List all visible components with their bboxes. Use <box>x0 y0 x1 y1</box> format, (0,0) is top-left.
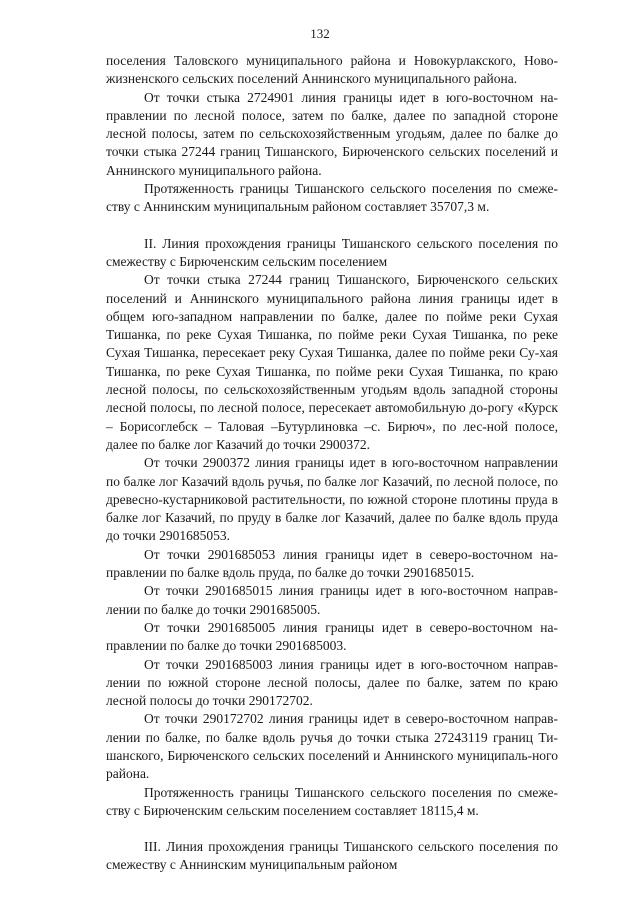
paragraph: Протяженность границы Тишанского сельского поселения по смеже-ству с Бирюченским сельским поселением составляет 18115,4 м. <box>106 784 558 818</box>
paragraph: От точки 2901685015 линия границы идет в юго-восточном направ-лении по балке до точки 2901685005. <box>106 583 558 617</box>
paragraph: От точки стыка 2724901 линия границы идет в юго-восточном на-правлении по лесной полосе, затем по балке, далее по западной стороне лесной полосы, затем по сельскохозяйственным угодьям, далее по балке до точки стыка 27244 границ Тишанского, Бирюченского сельских поселений и Аннинского муниципального района. <box>106 89 558 178</box>
section-heading: II. Линия прохождения границы Тишанского сельского поселения по смежеству с Бирюченским сельским поселением <box>106 235 558 269</box>
document-body <box>106 52 558 875</box>
paragraph: поселения Таловского муниципального района и Новокурлакского, Ново-жизненского сельских поселений Аннинского муниципального района. <box>106 53 558 87</box>
paragraph: От точки стыка 27244 границ Тишанского, Бирюченского сельских поселений и Аннинского муниципального района линия границы идет в общем юго-западном направлении по балке, далее по пойме реки Сухая Тишанка, по реке Сухая Тишанка, по пойме реки Сухая Тишанка, по реке Сухая Тишанка, пересекает реку Сухая Тишанка, далее по пойме реки Су-хая Тишанка, по реке Сухая Тишанка, по пойме реки Сухая Тишанка, по краю лесной полосы, по сельскохозяйственным угодьям вдоль западной стороны лесной полосы, по лесной полосе, пересекает автомобильную до-рогу «Курск – Борисоглебск – Таловая –Бутурлиновка –с. Бирюч», по лес-ной полосе, далее по балке лог Казачий до точки 2900372. <box>106 272 558 452</box>
paragraph: От точки 2901685005 линия границы идет в северо-восточном на-правлении по балке до точки 2901685003. <box>106 619 558 654</box>
page-number: 132 <box>310 26 330 41</box>
paragraph: Протяженность границы Тишанского сельского поселения по смеже-ству с Аннинским муниципальным районом составляет 35707,3 м. <box>106 181 558 215</box>
paragraph: От точки 2900372 линия границы идет в юго-восточном направлении по балке лог Казачий вдоль ручья, по балке лог Казачий, по лесной полосе, по древесно-кустарниковой растительности, по южной стороне плотины пруда в балке лог Казачий, по пруду в балке лог Казачий, далее по балке вдоль пруда до точки 2901685053. <box>106 455 558 544</box>
paragraph: От точки 2901685053 линия границы идет в северо-восточном на-правлении по балке вдоль пруда, по балке до точки 2901685015. <box>106 546 558 581</box>
paragraph: От точки 2901685003 линия границы идет в юго-восточном направ-лении по южной стороне лесной полосы, далее по балке, затем по краю лесной полосы до точки 290172702. <box>106 656 558 709</box>
section-heading: III. Линия прохождения границы Тишанского сельского поселения по смежеству с Аннинским муниципальным районом <box>106 839 558 873</box>
paragraph: От точки 290172702 линия границы идет в северо-восточном направ-лении по балке, по балке вдоль ручья до точки стыка 27243119 границ Ти-шанского, Бирюченского сельских поселений и Аннинского муниципаль-ного района. <box>106 711 558 782</box>
